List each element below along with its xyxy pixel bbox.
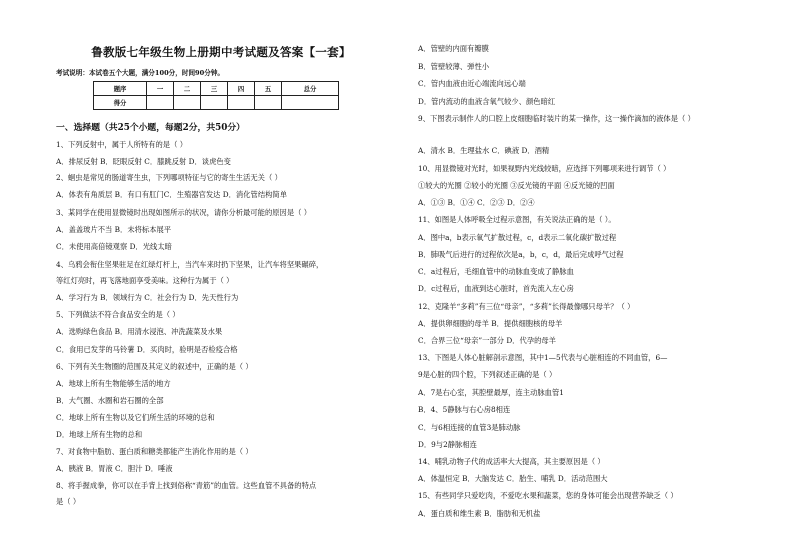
question-line: 5、下列做法不符合食品安全的是（ ） xyxy=(56,310,180,319)
question-line: A．地球上所有生物能够生活的地方 xyxy=(56,379,171,388)
question-line: D．9与2静脉相连 xyxy=(418,440,477,449)
score-cell: 四 xyxy=(228,82,255,96)
question-line: 9是心脏的四个腔，下列叙述正确的是（ ） xyxy=(418,370,557,379)
question-line: 6、下列有关生物圈的范围及其定义的叙述中，正确的是（ ） xyxy=(56,362,253,371)
score-cell: 得分 xyxy=(94,96,147,110)
question-line: C．管内血液由近心端流向远心端 xyxy=(418,79,526,88)
score-cell-empty xyxy=(255,96,282,110)
score-cell-empty xyxy=(201,96,228,110)
question-line: 4、乌鸦会衔住坚果驻足在红绿灯杆上，当汽车来时扔下坚果，让汽车将坚果碾碎， xyxy=(56,260,324,269)
score-cell: 一 xyxy=(147,82,174,96)
question-line: B．大气圈、水圈和岩石圈的全部 xyxy=(56,396,164,405)
score-cell-empty xyxy=(282,96,339,110)
question-line: 15、有些同学只爱吃肉，不爱吃水果和蔬菜，您的身体可能会出现营养缺乏（ ） xyxy=(418,491,678,500)
question-line: C．a过程后，毛细血管中的动脉血变成了静脉血 xyxy=(418,267,574,276)
question-line: A．图中a，b表示氧气扩散过程，c，d表示二氧化碳扩散过程 xyxy=(418,233,617,242)
question-line: 10、用显微镜对光时，如果视野内光线较暗，应选择下列哪项来进行调节（ ） xyxy=(418,164,671,173)
score-cell-empty xyxy=(147,96,174,110)
question-line: A．管壁的内面有瓣膜 xyxy=(418,44,489,53)
question-line: 7、对食物中脂肪、蛋白质和糖类都能产生消化作用的是（ ） xyxy=(56,447,253,456)
question-line: B．4、5静脉与右心房8相连 xyxy=(418,405,511,414)
exam-notice: 考试说明：本试卷五个大题，满分100分，时间90分钟。 xyxy=(56,69,225,77)
question-line: 11、如图是人体呼吸全过程示意图，有关说法正确的是（ ）。 xyxy=(418,215,616,224)
question-line: A．盖盖玻片不当 B．未将标本展平 xyxy=(56,225,172,234)
question-line: C．未使用高倍镜观察 D．光线太暗 xyxy=(56,242,172,251)
score-table-score-row xyxy=(94,96,339,110)
score-cell-empty xyxy=(228,96,255,110)
question-line: D．管内流动的血液含氧气较少、颜色暗红 xyxy=(418,97,556,106)
question-line: D．地球上所有生物的总和 xyxy=(56,430,143,439)
question-line: 14、哺乳动物子代的成活率大大提高，其主要原因是（ ） xyxy=(418,457,605,466)
score-cell-empty xyxy=(174,96,201,110)
question-line: A．蛋白质和维生素 B．脂肪和无机盐 xyxy=(418,509,541,518)
score-cell: 题序 xyxy=(94,82,147,96)
question-line: 2、蛔虫是常见的肠道寄生虫，下列哪项特征与它的寄生生活无关（ ） xyxy=(56,173,282,182)
question-line: 8、将手握成拳，你可以在手背上找到俗称“青筋”的血管。这些血管不具备的特点 xyxy=(56,481,317,490)
question-line: 9、下图表示制作人的口腔上皮细胞临时装片的某一操作，这一操作滴加的液体是（ ） xyxy=(418,114,695,123)
question-line: 12、克隆羊“多莉”有三位“母亲”，“多莉”长得最像哪只母羊？（ ） xyxy=(418,302,635,311)
question-line: A．胰液 B．胃液 C．胆汁 D．唾液 xyxy=(56,464,173,473)
question-line: A．体表有角质层 B．有口有肛门C．生殖器官发达 D．消化管结构简单 xyxy=(56,190,288,199)
question-line: D．c过程后，血液到达心脏时，首先流入左心房 xyxy=(418,284,574,293)
score-cell: 三 xyxy=(201,82,228,96)
question-line: A．清水 B．生理盐水 C．碘液 D．酒精 xyxy=(418,146,550,155)
question-line: 1、下列反射中，属于人所特有的是（ ） xyxy=(56,140,188,149)
question-line: C．合界三位“母亲”一部分 D．代孕的母羊 xyxy=(418,336,556,345)
score-cell: 总分 xyxy=(282,82,339,96)
question-line: A．排尿反射 B．眨眼反射 C．膝跳反射 D．谈虎色变 xyxy=(56,157,231,166)
question-line: B．管壁较薄、弹性小 xyxy=(418,62,490,71)
question-line: A．7是右心室，其腔壁最厚，连主动脉血管1 xyxy=(418,388,564,397)
score-cell: 二 xyxy=(174,82,201,96)
question-line: 3、某同学在使用显微镜时出现如图所示的状况，请你分析最可能的原因是（ ） xyxy=(56,208,312,217)
score-table-header-row xyxy=(94,82,339,96)
exam-title: 鲁教版七年级生物上册期中考试题及答案【一套】 xyxy=(91,45,351,59)
question-line: C．地球上所有生物以及它们所生活的环境的总和 xyxy=(56,413,215,422)
question-line: C．食用已发芽的马铃薯 D．买肉时，验明是否检疫合格 xyxy=(56,345,238,354)
question-line: A．提供卵细胞的母羊 B．提供细胞核的母羊 xyxy=(418,319,563,328)
question-line: A．①③ B．①④ C．②③ D．②④ xyxy=(418,198,535,207)
question-line: A．选购绿色食品 B．用清水浸泡、冲洗蔬菜及水果 xyxy=(56,327,223,336)
question-line: C．与6相连接的血管3是肺动脉 xyxy=(418,423,521,432)
question-line: 是（ ） xyxy=(56,497,81,506)
section-title: 一、选择题（共25个小题，每题2分，共50分） xyxy=(56,123,245,133)
question-line: 13、下图是人体心脏解剖示意图，其中1—5代表与心脏相连的不同血管，6— xyxy=(418,353,668,362)
score-cell: 五 xyxy=(255,82,282,96)
question-line: A．学习行为 B．领域行为 C．社会行为 D．先天性行为 xyxy=(56,293,239,302)
question-line: B．肺吸气后进行的过程依次是a，b，c，d，最后完成呼气过程 xyxy=(418,250,624,259)
question-line: ①较大的光圈 ②较小的光圈 ③反光镜的平面 ④反光镜的凹面 xyxy=(418,181,615,190)
question-line: 等红灯亮时，再飞落地面享受美味。这种行为属于（ ） xyxy=(56,276,234,285)
question-line: A．体温恒定 B．大脑发达 C．胎生、哺乳 D．活动范围大 xyxy=(418,474,608,483)
score-table xyxy=(93,81,339,110)
